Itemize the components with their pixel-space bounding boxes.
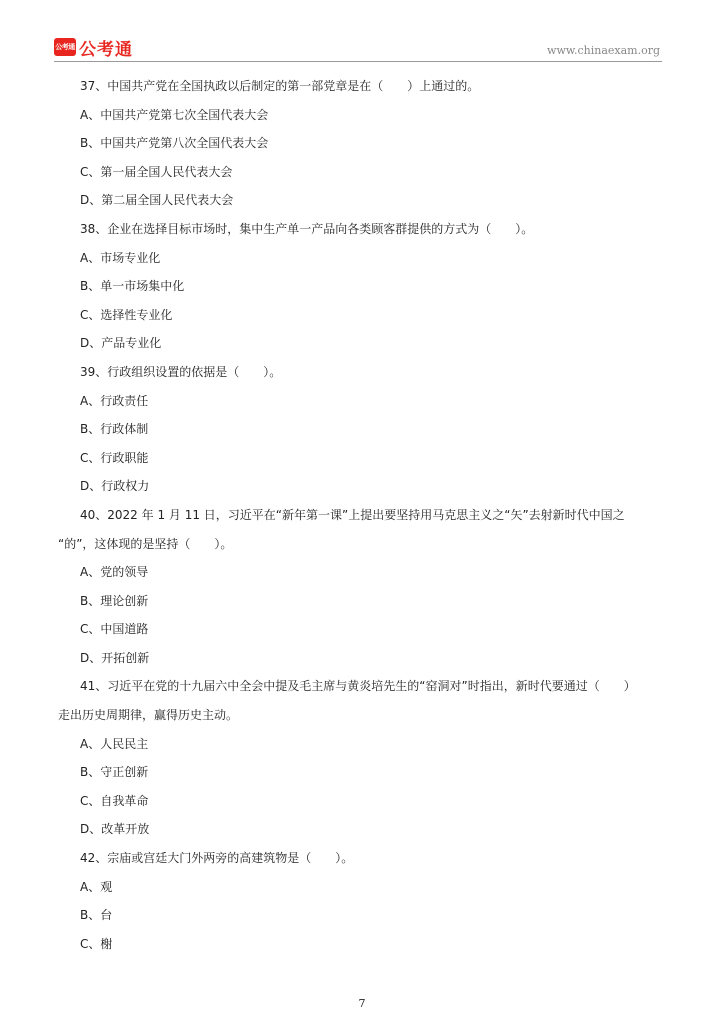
answer-option: C、自我革命 bbox=[80, 793, 149, 808]
answer-option: A、人民民主 bbox=[80, 736, 149, 751]
brand-logo[interactable] bbox=[54, 36, 133, 58]
site-url[interactable]: www.chinaexam.org bbox=[547, 44, 660, 57]
question-text: 38、企业在选择目标市场时，集中生产单一产品向各类顾客群提供的方式为（ ）。 bbox=[80, 221, 534, 236]
logo-badge-icon: 公考通 bbox=[54, 38, 76, 56]
answer-option: A、行政责任 bbox=[80, 393, 149, 408]
answer-option: A、中国共产党第七次全国代表大会 bbox=[80, 107, 269, 122]
page-number: 7 bbox=[358, 997, 366, 1010]
answer-option: D、行政权力 bbox=[80, 479, 150, 494]
question-text: 40、2022 年 1 月 11 日，习近平在“新年第一课”上提出要坚持用马克思主义之“矢”去射新时代中国之 bbox=[80, 507, 625, 522]
answer-option: B、理论创新 bbox=[80, 593, 149, 608]
question-text-continued: 走出历史周期律，赢得历史主动。 bbox=[58, 708, 239, 723]
answer-option: C、榭 bbox=[80, 936, 113, 951]
answer-option: C、中国道路 bbox=[80, 622, 149, 637]
page-header bbox=[0, 0, 724, 62]
answer-option: A、观 bbox=[80, 879, 113, 894]
answer-option: C、行政职能 bbox=[80, 450, 149, 465]
answer-option: A、市场专业化 bbox=[80, 250, 161, 265]
answer-option: B、台 bbox=[80, 908, 113, 923]
answer-option: D、第二届全国人民代表大会 bbox=[80, 193, 234, 208]
answer-option: C、选择性专业化 bbox=[80, 307, 173, 322]
answer-option: A、党的领导 bbox=[80, 565, 149, 580]
answer-option: D、产品专业化 bbox=[80, 336, 162, 351]
answer-option: C、第一届全国人民代表大会 bbox=[80, 164, 233, 179]
question-text: 42、宗庙或宫廷大门外两旁的高建筑物是（ ）。 bbox=[80, 851, 354, 866]
answer-option: D、开拓创新 bbox=[80, 650, 150, 665]
answer-option: B、中国共产党第八次全国代表大会 bbox=[80, 136, 269, 151]
question-text: 37、中国共产党在全国执政以后制定的第一部党章是在（ ）上通过的。 bbox=[80, 79, 480, 93]
answer-option: B、单一市场集中化 bbox=[80, 279, 185, 294]
question-text: 39、行政组织设置的依据是（ ）。 bbox=[80, 364, 282, 379]
answer-option: B、守正创新 bbox=[80, 765, 149, 780]
logo-name: 公考通 bbox=[79, 39, 133, 60]
question-list bbox=[58, 72, 678, 958]
question-text: 41、习近平在党的十九届六中全会中提及毛主席与黄炎培先生的“窑洞对”时指出，新时代要通过（ ） bbox=[80, 679, 636, 694]
answer-option: D、改革开放 bbox=[80, 822, 150, 837]
header-divider bbox=[54, 61, 662, 62]
question-text-continued: “的”，这体现的是坚持（ ）。 bbox=[58, 536, 233, 551]
answer-option: B、行政体制 bbox=[80, 422, 149, 437]
